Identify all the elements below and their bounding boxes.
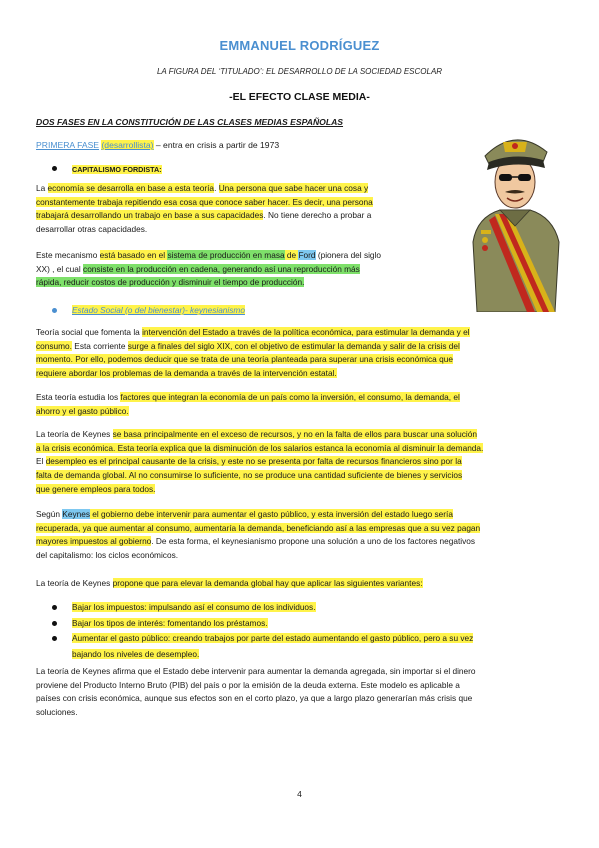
text-line: requiere abordar los problemas de la demanda a través de la intervención estatal. — [36, 368, 337, 379]
phase-rest: – entra en crisis a partir de 1973 — [153, 140, 280, 150]
text-line: rápida, reducir costos de producción y disminuir el tiempo de producción. — [36, 277, 305, 288]
text-line: a la crisis económica. Esta teoría explica que la disminución de los salarios estanca la economía al disminuir la demanda. — [36, 442, 484, 453]
list-item: Bajar los tipos de interés: fomentando los préstamos. — [52, 616, 473, 632]
page-title: -EL EFECTO CLASE MEDIA- — [229, 91, 370, 103]
text-line: La teoría de Keynes se basa principalmente en el exceso de recursos, y no en la falta de ellos para buscar una solución — [36, 429, 477, 439]
text-line: del capitalismo: los ciclos económicos. — [36, 550, 179, 561]
phase-label: PRIMERA FASE — [36, 140, 100, 150]
text-line: XX) , el cual consiste en la producción en cadena, generando así una reproducción más — [36, 263, 360, 274]
bullet-dot-icon — [52, 166, 57, 171]
text-line: consumo. Esta corriente surge a finales del siglo XIX, con el objetivo de estimular la demanda y salir de la crisis del — [36, 340, 460, 351]
text-line: La economía se desarrolla en base a esta teoría. Una persona que sabe hacer una cosa y — [36, 183, 369, 193]
bullet-dot-icon — [52, 605, 57, 610]
text-line: mayores impuestos al gobierno. De esta forma, el keynesianismo propone una solución a uno de los factores negativos — [36, 536, 476, 547]
text-line: La teoría de Keynes propone que para elevar la demanda global hay que aplicar las siguientes variantes: — [36, 578, 423, 588]
section-heading: DOS FASES EN LA CONSTITUCIÓN DE LAS CLASES MEDIAS ESPAÑOLAS — [36, 117, 344, 127]
text-line: constantemente trabaja repitiendo esa cosa que conoce saber hacer. Es decir, una persona — [36, 196, 373, 207]
bullet-dot-icon — [52, 621, 57, 626]
paragraph-3 — [36, 326, 563, 381]
bullet-dot-icon — [52, 308, 57, 313]
bullet-dot-icon — [52, 636, 57, 641]
document-subtitle: LA FIGURA DEL ‘TITULADO’: EL DESARROLLO DE LA SOCIEDAD ESCOLAR — [156, 67, 443, 76]
paragraph-8 — [36, 665, 563, 720]
text-line: Teoría social que fomenta la intervención del Estado a través de la política económica, para estimular la demanda y el — [36, 327, 470, 337]
text-line: soluciones. — [36, 707, 78, 718]
text-line: Según Keynes el gobierno debe intervenir para aumentar el gasto público, y esta inversión del estado luego sería — [36, 509, 453, 519]
text-line: El desempleo es el principal causante de la crisis, y este no se presenta por falta de recursos financieros sino por la — [36, 456, 462, 467]
paragraph-2 — [36, 249, 446, 290]
bullet-capitalismo — [52, 165, 162, 174]
paragraph-1 — [36, 182, 446, 237]
text-line: proviene del Producto Interno Bruto (PIB) del país o por la emisión de la deuda externa. Este modelo es aplicable a — [36, 679, 460, 690]
text-line: Esta teoría estudia los factores que integran la economía de un país como la inversión, el consumo, la demanda, el — [36, 392, 460, 402]
author-name: EMMANUEL RODRÍGUEZ — [219, 38, 380, 53]
text-line: ahorro y el gasto público. — [36, 405, 129, 416]
text-line: trabajará desarrollando un trabajo en base a sus capacidades. No tiene derecho a probar a — [36, 210, 372, 221]
list-item-continuation: bajando los niveles de desempleo. — [72, 648, 200, 659]
text-line: La teoría de Keynes afirma que el Estado debe intervenir para aumentar la demanda agregada, sin importar si el dinero — [36, 666, 476, 676]
list-item: Bajar los impuestos: impulsando así el consumo de los individuos. — [52, 600, 473, 616]
text-line: recuperada, ya que aumentar al consumo, aumentaría la demanda, beneficiando así a las empresas que a su vez pagan — [36, 522, 481, 533]
text-line: desarrollar otras capacidades. — [36, 224, 148, 235]
bullet-estado-social — [52, 305, 245, 315]
caricature-illustration — [455, 122, 575, 312]
paragraph-4 — [36, 391, 563, 418]
text-line: falta de demanda global. Al no consumirse lo suficiente, no se produce una cantidad suficiente de bienes y servicios — [36, 470, 463, 481]
paragraph-6 — [36, 508, 563, 563]
phase-tag: (desarrollista) — [101, 140, 154, 150]
phase-line — [36, 140, 279, 150]
text-line: países con crisis económica, aunque sus efectos son en el corto plazo, ya que a largo plazo generarían más crisis que — [36, 693, 473, 704]
text-line: Este mecanismo está basado en el sistema de producción en masa de Ford (pionera del siglo — [36, 250, 382, 260]
list-item: Aumentar el gasto público: creando trabajos por parte del estado aumentando el gasto público, pero a su vez — [52, 631, 473, 647]
bullet-estado-label: Estado Social (o del bienestar)- keynesianismo — [72, 305, 245, 315]
text-line: que genere empleos para todos. — [36, 483, 156, 494]
paragraph-7 — [36, 577, 563, 591]
paragraph-5 — [36, 428, 563, 497]
bullet-capitalismo-label: CAPITALISMO FORDISTA: — [72, 165, 162, 174]
page-number: 4 — [297, 789, 302, 799]
text-line: momento. Por ello, podemos deducir que se trata de una teoría planteada para superar una crisis económica que — [36, 354, 453, 365]
variants-list — [52, 600, 473, 662]
